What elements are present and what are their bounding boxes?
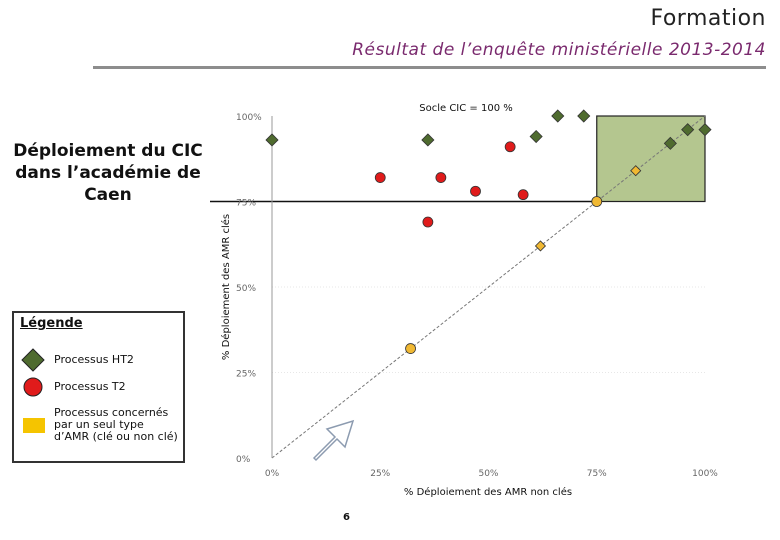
data-point-series2-1 (592, 197, 602, 207)
y-tick-label: 75% (236, 198, 257, 209)
legend-label-single-line-2: par un seul type (54, 418, 144, 431)
data-point-series1-2 (436, 173, 446, 183)
progress-arrow-icon (314, 421, 353, 460)
data-point-series1-4 (505, 142, 515, 152)
x-tick-label: 50% (478, 469, 499, 479)
chart-gridlines (272, 287, 705, 373)
data-point-series0-1 (422, 134, 434, 146)
section-heading-line-2: dans l’académie de (15, 163, 201, 183)
data-point-series1-0 (375, 173, 385, 183)
section-heading-line-1: Déploiement du CIC (13, 141, 203, 161)
legend-label-single-line-3: d’AMR (clé ou non clé) (54, 430, 178, 443)
x-tick-label: 25% (370, 469, 391, 479)
data-point-series1-3 (471, 186, 481, 196)
page-number: 6 (343, 512, 350, 523)
legend-label-single-line-1: Processus concernés (54, 406, 169, 419)
x-tick-label: 75% (586, 469, 607, 479)
section-heading-line-3: Caen (84, 185, 132, 205)
data-point-series2-0 (406, 344, 416, 354)
legend-label-t2: Processus T2 (54, 380, 126, 393)
page-subtitle: Résultat de l’enquête ministérielle 2013-2014 (352, 40, 766, 60)
x-axis-title: % Déploiement des AMR non clés (403, 487, 573, 498)
data-point-series3-0 (535, 241, 545, 251)
legend-label-ht2: Processus HT2 (54, 353, 134, 366)
y-tick-label: 100% (236, 113, 262, 123)
y-tick-label: 25% (236, 369, 257, 380)
data-point-series1-1 (423, 217, 433, 227)
reference-label: Socle CIC = 100 % (419, 103, 513, 114)
data-point-series0-2 (530, 131, 542, 143)
data-point-series0-0 (266, 134, 278, 146)
y-tick-label: 0% (236, 455, 251, 465)
data-point-series0-4 (578, 110, 590, 122)
x-tick-label: 100% (692, 469, 718, 479)
y-axis-title: % Déploiement des AMR clés (221, 213, 232, 361)
x-tick-label: 0% (264, 469, 280, 479)
data-point-series0-3 (552, 110, 564, 122)
legend-title: Légende (20, 316, 83, 331)
y-tick-label: 50% (236, 284, 257, 294)
data-point-series1-5 (518, 190, 528, 200)
page-title: Formation (650, 6, 766, 31)
